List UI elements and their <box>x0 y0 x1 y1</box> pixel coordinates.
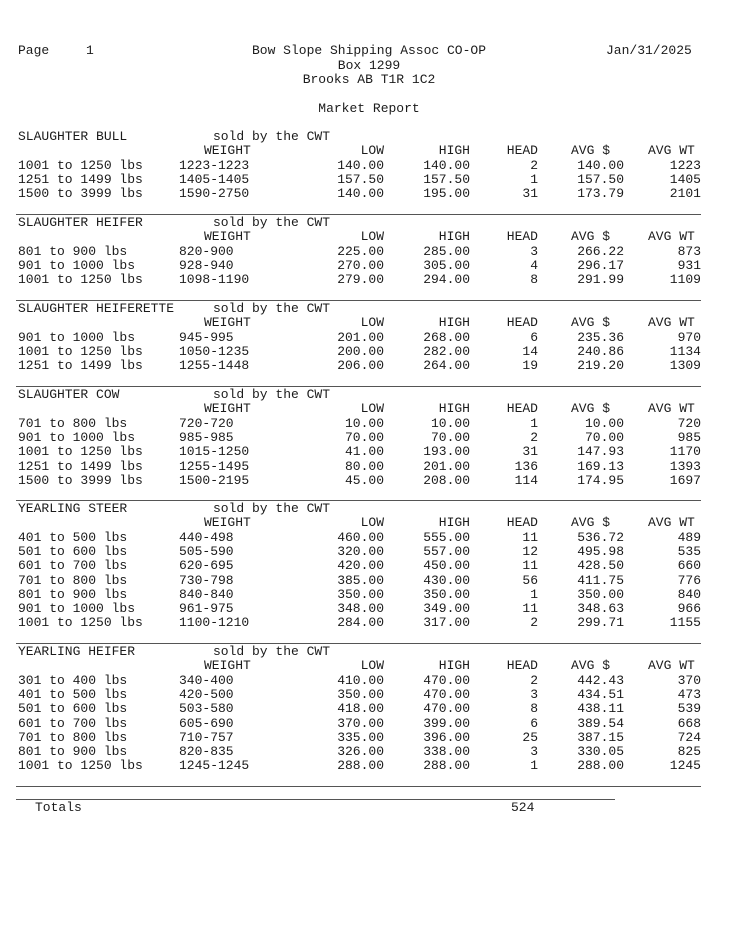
weight-range: 901 to 1000 lbs <box>18 329 136 345</box>
high-price: 288.00 <box>423 758 470 774</box>
high-price: 305.00 <box>423 257 470 273</box>
avg-price: 291.99 <box>577 272 624 288</box>
section-title: SLAUGHTER HEIFERETTE <box>18 301 175 316</box>
column-header-avg: AVG $ <box>571 229 611 245</box>
page-number: 1 <box>86 43 94 58</box>
column-headers <box>0 516 738 530</box>
avg-weight: 720 <box>677 415 701 431</box>
head-count: 11 <box>522 529 538 545</box>
weight-span: 620-695 <box>179 558 234 574</box>
head-count: 11 <box>522 601 538 617</box>
avg-weight: 985 <box>677 429 701 445</box>
weight-range: 901 to 1000 lbs <box>18 429 136 445</box>
avg-weight: 668 <box>677 715 701 731</box>
section-title: YEARLING STEER <box>18 501 128 516</box>
avg-weight: 724 <box>677 729 701 745</box>
avg-weight: 776 <box>677 572 701 588</box>
table-row <box>0 345 738 359</box>
weight-range: 701 to 800 lbs <box>18 729 128 745</box>
high-price: 450.00 <box>423 558 470 574</box>
head-count: 1 <box>530 758 538 774</box>
weight-range: 1001 to 1250 lbs <box>18 343 143 359</box>
weight-span: 1500-2195 <box>179 472 250 488</box>
head-count: 8 <box>530 701 538 717</box>
head-count: 1 <box>530 171 538 187</box>
weight-span: 1223-1223 <box>179 157 250 173</box>
head-count: 114 <box>514 472 538 488</box>
column-header-low: LOW <box>360 658 384 674</box>
column-header-head: HEAD <box>506 515 538 531</box>
table-row <box>0 731 738 745</box>
weight-range: 1500 to 3999 lbs <box>18 472 143 488</box>
column-header-weight: WEIGHT <box>204 143 251 159</box>
table-row <box>0 460 738 474</box>
weight-range: 601 to 700 lbs <box>18 558 128 574</box>
low-price: 41.00 <box>344 444 384 460</box>
avg-weight: 489 <box>677 529 701 545</box>
column-header-high: HIGH <box>438 515 470 531</box>
table-row <box>0 702 738 716</box>
high-price: 157.50 <box>423 171 470 187</box>
head-count: 8 <box>530 272 538 288</box>
section-header <box>0 130 738 144</box>
avg-price: 235.36 <box>577 329 624 345</box>
low-price: 270.00 <box>337 257 384 273</box>
high-price: 399.00 <box>423 715 470 731</box>
report-title: Market Report <box>318 100 420 116</box>
head-count: 4 <box>530 257 538 273</box>
table-row <box>0 602 738 616</box>
column-header-avg: AVG $ <box>571 315 611 331</box>
avg-price: 536.72 <box>577 529 624 545</box>
weight-range: 401 to 500 lbs <box>18 529 128 545</box>
low-price: 385.00 <box>337 572 384 588</box>
weight-span: 820-900 <box>179 243 234 259</box>
table-row <box>0 588 738 602</box>
column-header-avg-wt: AVG WT <box>648 315 695 331</box>
high-price: 195.00 <box>423 186 470 202</box>
weight-range: 901 to 1000 lbs <box>18 257 136 273</box>
section-header <box>0 502 738 516</box>
low-price: 206.00 <box>337 358 384 374</box>
avg-price: 157.50 <box>577 171 624 187</box>
high-price: 201.00 <box>423 458 470 474</box>
low-price: 348.00 <box>337 601 384 617</box>
section-header <box>0 645 738 659</box>
head-count: 6 <box>530 715 538 731</box>
high-price: 396.00 <box>423 729 470 745</box>
column-header-avg: AVG $ <box>571 143 611 159</box>
table-row <box>0 474 738 488</box>
table-row <box>0 273 738 287</box>
low-price: 140.00 <box>337 186 384 202</box>
avg-price: 266.22 <box>577 243 624 259</box>
head-count: 3 <box>530 243 538 259</box>
avg-price: 147.93 <box>577 444 624 460</box>
low-price: 200.00 <box>337 343 384 359</box>
weight-span: 945-995 <box>179 329 234 345</box>
column-header-head: HEAD <box>506 143 538 159</box>
avg-weight: 1109 <box>669 272 701 288</box>
avg-weight: 931 <box>677 257 701 273</box>
weight-range: 1251 to 1499 lbs <box>18 171 143 187</box>
section-title: SLAUGHTER BULL <box>18 129 128 144</box>
weight-range: 1251 to 1499 lbs <box>18 458 143 474</box>
head-count: 1 <box>530 586 538 602</box>
column-header-head: HEAD <box>506 229 538 245</box>
weight-range: 901 to 1000 lbs <box>18 601 136 617</box>
weight-span: 1100-1210 <box>179 615 250 631</box>
table-row <box>0 359 738 373</box>
weight-range: 801 to 900 lbs <box>18 744 128 760</box>
weight-span: 1098-1190 <box>179 272 250 288</box>
weight-range: 301 to 400 lbs <box>18 672 128 688</box>
weight-span: 420-500 <box>179 686 234 702</box>
column-header-weight: WEIGHT <box>204 658 251 674</box>
head-count: 2 <box>530 429 538 445</box>
company-name: Bow Slope Shipping Assoc CO-OP <box>251 43 487 58</box>
avg-weight: 1155 <box>669 615 701 631</box>
table-row <box>0 531 738 545</box>
page-label: Page <box>18 43 50 58</box>
weight-range: 1251 to 1499 lbs <box>18 358 143 374</box>
avg-weight: 1405 <box>669 171 701 187</box>
avg-weight: 1134 <box>669 343 701 359</box>
weight-range: 1001 to 1250 lbs <box>18 615 143 631</box>
low-price: 288.00 <box>337 758 384 774</box>
table-row <box>0 187 738 201</box>
sold-by-label: sold by the CWT <box>213 215 331 230</box>
high-price: 294.00 <box>423 272 470 288</box>
sold-by-label: sold by the CWT <box>213 301 331 316</box>
avg-weight: 2101 <box>669 186 701 202</box>
head-count: 56 <box>522 572 538 588</box>
low-price: 284.00 <box>337 615 384 631</box>
weight-range: 501 to 600 lbs <box>18 543 128 559</box>
weight-range: 701 to 800 lbs <box>18 415 128 431</box>
avg-price: 428.50 <box>577 558 624 574</box>
avg-price: 438.11 <box>577 701 624 717</box>
avg-price: 288.00 <box>577 758 624 774</box>
head-count: 31 <box>522 186 538 202</box>
avg-price: 299.71 <box>577 615 624 631</box>
table-row <box>0 331 738 345</box>
avg-weight: 1697 <box>669 472 701 488</box>
head-count: 11 <box>522 558 538 574</box>
avg-price: 330.05 <box>577 744 624 760</box>
high-price: 285.00 <box>423 243 470 259</box>
section-title: SLAUGHTER COW <box>18 387 120 402</box>
table-row <box>0 559 738 573</box>
avg-price: 389.54 <box>577 715 624 731</box>
weight-span: 720-720 <box>179 415 234 431</box>
avg-price: 10.00 <box>584 415 624 431</box>
avg-price: 350.00 <box>577 586 624 602</box>
weight-span: 1590-2750 <box>179 186 250 202</box>
low-price: 201.00 <box>337 329 384 345</box>
column-header-high: HIGH <box>438 229 470 245</box>
column-header-avg: AVG $ <box>571 658 611 674</box>
report-date: Jan/31/2025 <box>606 43 692 58</box>
high-price: 193.00 <box>423 444 470 460</box>
column-headers <box>0 230 738 244</box>
column-header-low: LOW <box>360 401 384 417</box>
column-header-avg-wt: AVG WT <box>648 143 695 159</box>
high-price: 470.00 <box>423 701 470 717</box>
weight-range: 701 to 800 lbs <box>18 572 128 588</box>
section-title: YEARLING HEIFER <box>18 644 136 659</box>
head-count: 3 <box>530 686 538 702</box>
weight-span: 605-690 <box>179 715 234 731</box>
weight-span: 730-798 <box>179 572 234 588</box>
head-count: 6 <box>530 329 538 345</box>
column-header-head: HEAD <box>506 315 538 331</box>
column-headers <box>0 659 738 673</box>
table-row <box>0 616 738 630</box>
table-row <box>0 417 738 431</box>
avg-weight: 1309 <box>669 358 701 374</box>
high-price: 317.00 <box>423 615 470 631</box>
weight-span: 1015-1250 <box>179 444 250 460</box>
section-header <box>0 302 738 316</box>
totals-top-rule <box>16 786 701 787</box>
column-header-low: LOW <box>360 143 384 159</box>
weight-span: 985-985 <box>179 429 234 445</box>
weight-range: 501 to 600 lbs <box>18 701 128 717</box>
high-price: 268.00 <box>423 329 470 345</box>
sold-by-label: sold by the CWT <box>213 387 331 402</box>
column-header-avg-wt: AVG WT <box>648 515 695 531</box>
low-price: 350.00 <box>337 586 384 602</box>
weight-range: 801 to 900 lbs <box>18 243 128 259</box>
weight-span: 1255-1495 <box>179 458 250 474</box>
avg-weight: 473 <box>677 686 701 702</box>
weight-range: 1001 to 1250 lbs <box>18 758 143 774</box>
avg-weight: 840 <box>677 586 701 602</box>
weight-range: 801 to 900 lbs <box>18 586 128 602</box>
low-price: 420.00 <box>337 558 384 574</box>
column-header-weight: WEIGHT <box>204 515 251 531</box>
weight-range: 401 to 500 lbs <box>18 686 128 702</box>
avg-price: 411.75 <box>577 572 624 588</box>
high-price: 470.00 <box>423 672 470 688</box>
low-price: 279.00 <box>337 272 384 288</box>
column-header-head: HEAD <box>506 658 538 674</box>
avg-weight: 539 <box>677 701 701 717</box>
low-price: 157.50 <box>337 171 384 187</box>
column-headers <box>0 144 738 158</box>
low-price: 45.00 <box>344 472 384 488</box>
avg-price: 173.79 <box>577 186 624 202</box>
table-row <box>0 431 738 445</box>
weight-span: 928-940 <box>179 257 234 273</box>
head-count: 31 <box>522 444 538 460</box>
weight-span: 961-975 <box>179 601 234 617</box>
column-header-avg: AVG $ <box>571 515 611 531</box>
weight-span: 1405-1405 <box>179 171 250 187</box>
column-header-weight: WEIGHT <box>204 401 251 417</box>
low-price: 326.00 <box>337 744 384 760</box>
weight-span: 503-580 <box>179 701 234 717</box>
avg-price: 140.00 <box>577 157 624 173</box>
low-price: 320.00 <box>337 543 384 559</box>
column-header-avg-wt: AVG WT <box>648 401 695 417</box>
column-header-low: LOW <box>360 315 384 331</box>
column-header-avg-wt: AVG WT <box>648 658 695 674</box>
totals-label: Totals <box>35 800 82 815</box>
avg-weight: 966 <box>677 601 701 617</box>
column-header-high: HIGH <box>438 658 470 674</box>
avg-weight: 825 <box>677 744 701 760</box>
avg-price: 495.98 <box>577 543 624 559</box>
weight-span: 820-835 <box>179 744 234 760</box>
weight-span: 1255-1448 <box>179 358 250 374</box>
table-row <box>0 688 738 702</box>
sold-by-label: sold by the CWT <box>213 644 331 659</box>
avg-weight: 1393 <box>669 458 701 474</box>
low-price: 140.00 <box>337 157 384 173</box>
high-price: 208.00 <box>423 472 470 488</box>
avg-weight: 1245 <box>669 758 701 774</box>
column-header-weight: WEIGHT <box>204 315 251 331</box>
table-row <box>0 674 738 688</box>
low-price: 225.00 <box>337 243 384 259</box>
high-price: 350.00 <box>423 586 470 602</box>
low-price: 370.00 <box>337 715 384 731</box>
sold-by-label: sold by the CWT <box>213 501 331 516</box>
avg-price: 442.43 <box>577 672 624 688</box>
high-price: 70.00 <box>430 429 470 445</box>
weight-range: 1001 to 1250 lbs <box>18 444 143 460</box>
table-row <box>0 759 738 773</box>
avg-price: 169.13 <box>577 458 624 474</box>
head-count: 136 <box>514 458 538 474</box>
head-count: 3 <box>530 744 538 760</box>
weight-span: 840-840 <box>179 586 234 602</box>
column-headers <box>0 316 738 330</box>
head-count: 1 <box>530 415 538 431</box>
weight-range: 1001 to 1250 lbs <box>18 157 143 173</box>
column-header-avg-wt: AVG WT <box>648 229 695 245</box>
head-count: 19 <box>522 358 538 374</box>
avg-price: 70.00 <box>584 429 624 445</box>
column-header-low: LOW <box>360 229 384 245</box>
avg-weight: 370 <box>677 672 701 688</box>
column-header-avg: AVG $ <box>571 401 611 417</box>
head-count: 2 <box>530 615 538 631</box>
column-header-head: HEAD <box>506 401 538 417</box>
weight-span: 340-400 <box>179 672 234 688</box>
head-count: 12 <box>522 543 538 559</box>
avg-price: 240.86 <box>577 343 624 359</box>
table-row <box>0 545 738 559</box>
low-price: 70.00 <box>344 429 384 445</box>
avg-weight: 1223 <box>669 157 701 173</box>
high-price: 557.00 <box>423 543 470 559</box>
totals-head: 524 <box>511 800 535 815</box>
avg-price: 174.95 <box>577 472 624 488</box>
avg-weight: 535 <box>677 543 701 559</box>
column-header-weight: WEIGHT <box>204 229 251 245</box>
low-price: 10.00 <box>344 415 384 431</box>
high-price: 555.00 <box>423 529 470 545</box>
high-price: 338.00 <box>423 744 470 760</box>
low-price: 410.00 <box>337 672 384 688</box>
section-header <box>0 216 738 230</box>
low-price: 418.00 <box>337 701 384 717</box>
avg-price: 219.20 <box>577 358 624 374</box>
column-header-low: LOW <box>360 515 384 531</box>
table-row <box>0 259 738 273</box>
avg-price: 348.63 <box>577 601 624 617</box>
low-price: 460.00 <box>337 529 384 545</box>
high-price: 140.00 <box>423 157 470 173</box>
high-price: 10.00 <box>430 415 470 431</box>
low-price: 350.00 <box>337 686 384 702</box>
avg-weight: 970 <box>677 329 701 345</box>
table-row <box>0 574 738 588</box>
table-row <box>0 245 738 259</box>
section-header <box>0 388 738 402</box>
low-price: 80.00 <box>344 458 384 474</box>
address-line-2: Brooks AB T1R 1C2 <box>302 72 436 87</box>
avg-weight: 660 <box>677 558 701 574</box>
table-row <box>0 445 738 459</box>
high-price: 349.00 <box>423 601 470 617</box>
head-count: 2 <box>530 672 538 688</box>
weight-range: 1500 to 3999 lbs <box>18 186 143 202</box>
sold-by-label: sold by the CWT <box>213 129 331 144</box>
weight-span: 505-590 <box>179 543 234 559</box>
column-headers <box>0 402 738 416</box>
avg-price: 434.51 <box>577 686 624 702</box>
avg-price: 296.17 <box>577 257 624 273</box>
weight-span: 710-757 <box>179 729 234 745</box>
head-count: 14 <box>522 343 538 359</box>
high-price: 470.00 <box>423 686 470 702</box>
column-header-high: HIGH <box>438 315 470 331</box>
weight-span: 1050-1235 <box>179 343 250 359</box>
low-price: 335.00 <box>337 729 384 745</box>
weight-span: 440-498 <box>179 529 234 545</box>
column-header-high: HIGH <box>438 143 470 159</box>
table-row <box>0 159 738 173</box>
avg-weight: 1170 <box>669 444 701 460</box>
table-row <box>0 745 738 759</box>
weight-span: 1245-1245 <box>179 758 250 774</box>
avg-weight: 873 <box>677 243 701 259</box>
weight-range: 1001 to 1250 lbs <box>18 272 143 288</box>
table-row <box>0 717 738 731</box>
address-line-1: Box 1299 <box>337 57 401 73</box>
section-title: SLAUGHTER HEIFER <box>18 215 143 230</box>
column-header-high: HIGH <box>438 401 470 417</box>
avg-price: 387.15 <box>577 729 624 745</box>
weight-range: 601 to 700 lbs <box>18 715 128 731</box>
table-row <box>0 173 738 187</box>
head-count: 2 <box>530 157 538 173</box>
head-count: 25 <box>522 729 538 745</box>
high-price: 430.00 <box>423 572 470 588</box>
high-price: 282.00 <box>423 343 470 359</box>
high-price: 264.00 <box>423 358 470 374</box>
